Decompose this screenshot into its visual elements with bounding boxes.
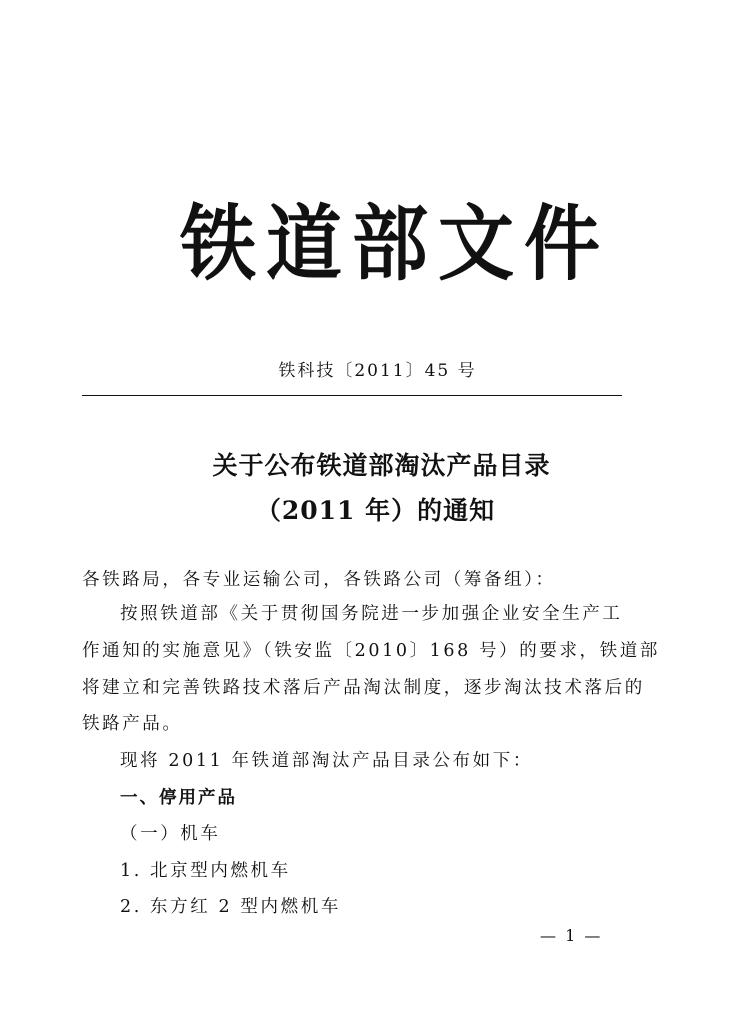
paragraph2: 现将 2011 年铁道部淘汰产品目录公布如下： (120, 751, 533, 771)
page-number: — 1 — (540, 926, 603, 945)
paragraph1-line3: 将建立和完善铁路技术落后产品淘汰制度，逐步淘汰技术落后的 (82, 678, 645, 698)
paragraph1-line1: 按照铁道部《关于贯彻国务院进一步加强企业安全生产工 (120, 604, 623, 624)
list-item: 1. 北京型内燃机车 (120, 861, 291, 881)
section1-heading: 一、停用产品 (120, 788, 237, 808)
addressee-line: 各铁路局，各专业运输公司，各铁路公司（筹备组）： (82, 570, 556, 590)
header-divider-rule (82, 395, 622, 396)
paragraph1-line4: 铁路产品。 (82, 714, 183, 734)
list-item: 2. 东方红 2 型内燃机车 (120, 897, 341, 917)
notice-title-line2: （2011 年）的通知 (255, 496, 496, 525)
document-header-title: 铁道部文件 (180, 195, 610, 292)
subsection1-heading: （一）机车 (120, 824, 221, 844)
paragraph1-line2: 作通知的实施意见》（铁安监〔2010〕168 号）的要求，铁道部 (82, 641, 660, 661)
notice-title-line1: 关于公布铁道部淘汰产品目录 (212, 451, 551, 480)
document-number: 铁科技〔2011〕45 号 (278, 361, 477, 381)
